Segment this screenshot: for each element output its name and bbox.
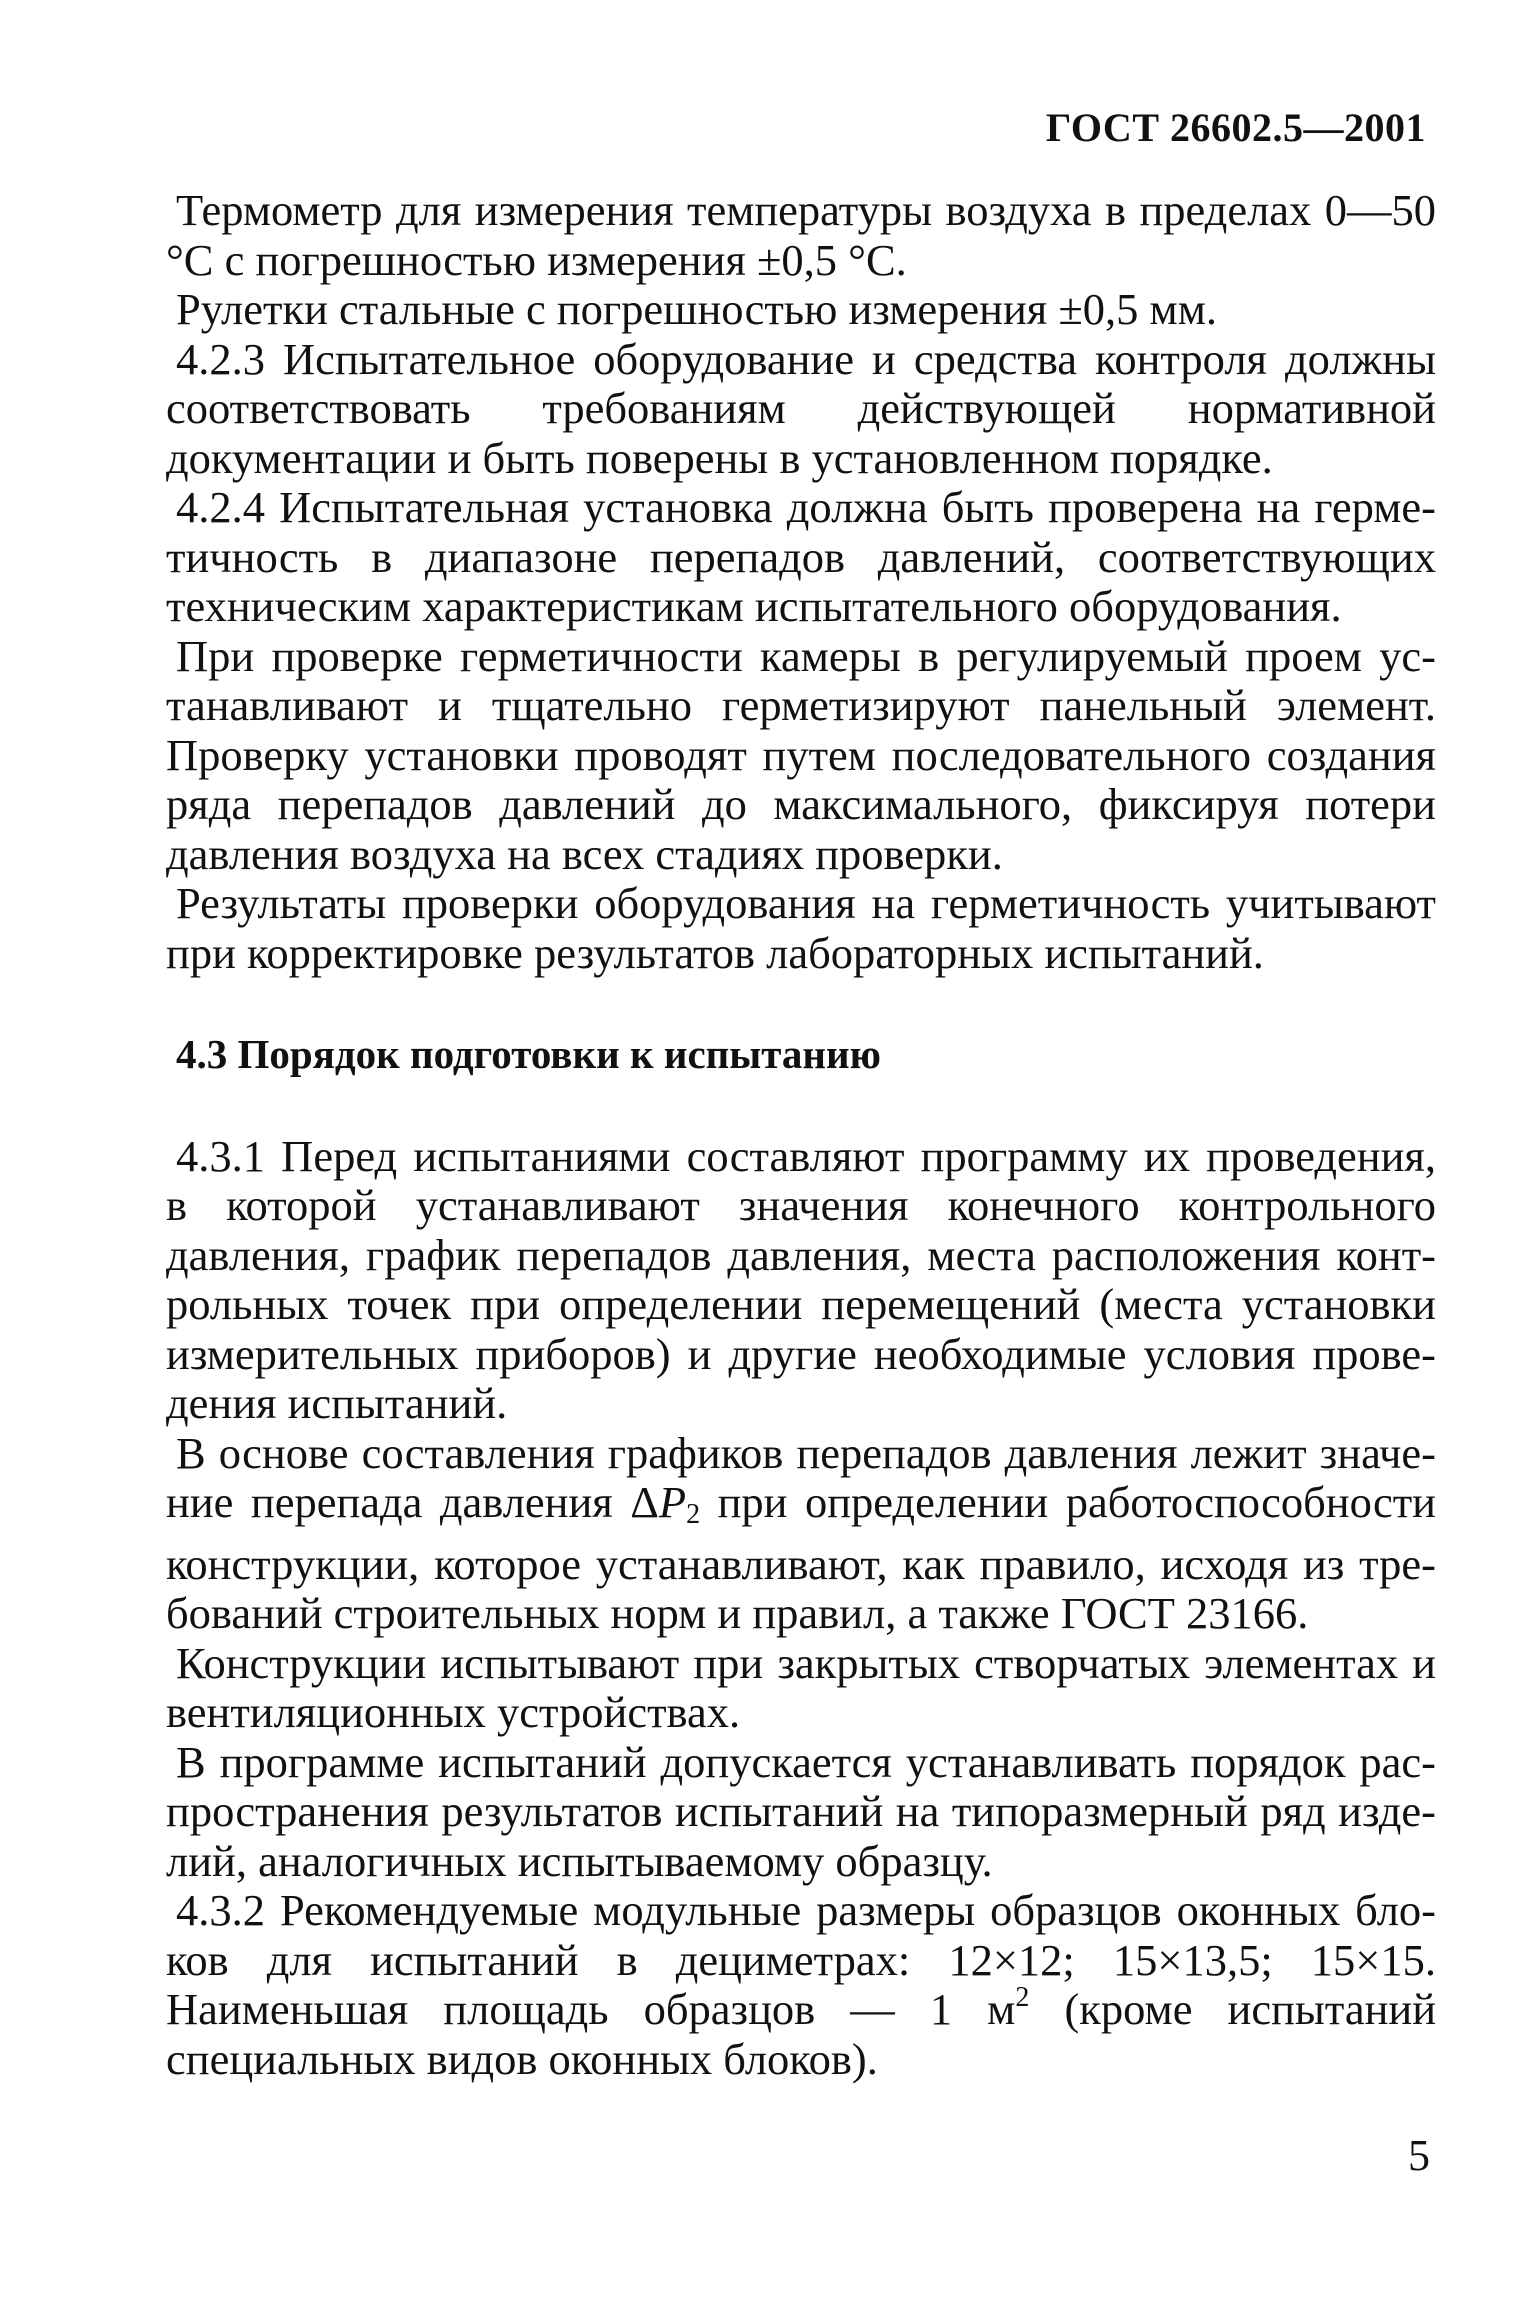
paragraph-check-results: Результаты проверки оборудования на герметичность учитывают при корректировке результатов лабораторных испытаний. (166, 878, 1436, 978)
pressure-symbol: P (658, 1477, 687, 1527)
paragraph-results-extension: В программе испытаний допускается устанавливать порядок распространения результатов испытаний на типоразмерный ряд изделий, аналогичных испытываемому образцу. (166, 1736, 1436, 1886)
paragraph-tape-measures: Рулетки стальные с погрешностью измерения ±0,5 мм. (176, 284, 1217, 334)
paragraph-pressure-graph-start: В основе составления графиков перепадов давления лежит значение перепада давления (166, 1427, 1436, 1527)
pressure-subscript: 2 (686, 1499, 701, 1530)
section-heading-4-3: 4.3 Порядок подготовки к испытанию (176, 1031, 881, 1077)
paragraph-pressure-graph (166, 1429, 1436, 1639)
paragraph-4-2-4: 4.2.4 Испытательная установка должна быть проверена на герметичность в диапазоне перепадов давлений, соответствующих техническим характеристикам испытательного оборудования. (166, 482, 1436, 631)
paragraph-4-3-1: 4.3.1 Перед испытаниями составляют программу их проведения, в которой устанавливают значения конечного контрольного давления, график перепадов давления, места расположения контрольных точек при определении перемещений (места установки измерительных приборов) и другие необходимые условия проведения испытаний. (166, 1130, 1436, 1428)
page-number: 5 (1408, 2131, 1430, 2180)
paragraph-4-3-2-start: 4.3.2 Рекомендуемые модульные размеры образцов оконных блоков для испытаний в дециметрах: 12×12; 15×13,5; 15×15. Наименьшая площадь образцов — 1 м (166, 1885, 1436, 2034)
paragraph-4-3-2-end: (кроме испытаний специальных видов оконных блоков). (166, 1984, 1437, 2084)
delta-symbol: Δ (630, 1477, 659, 1527)
paragraph-thermometer: Термометр для измерения температуры воздуха в пределах 0—50 °С с погрешностью измерения ±0,5 °С. (166, 185, 1436, 285)
delta-p2-formula (630, 1477, 701, 1530)
paragraph-tightness-check: При проверке герметичности камеры в регулируемый проем устанавливают и тщательно герметизируют панельный элемент. Проверку установки проводят путем последовательного создания ряда перепадов давлений до максимального, фиксируя потери давления воздуха на всех стадиях проверки. (166, 630, 1436, 879)
square-superscript: 2 (1015, 1982, 1030, 2013)
standard-header: ГОСТ 26602.5—2001 (1045, 105, 1426, 150)
body-text (166, 186, 1436, 2084)
paragraph-4-2-3: 4.2.3 Испытательное оборудование и средства контроля должны соответствовать требованиям действующей нормативной документации и быть поверены в установленном порядке. (166, 333, 1436, 483)
paragraph-closed-elements: Конструкции испытывают при закрытых створчатых элементах и вентиляционных устройствах. (166, 1637, 1436, 1737)
paragraph-pressure-graph-end: при определении работоспособности конструкции, которое устанавливают, как правило, исходя из требований строительных норм и правил, а также ГОСТ 23166. (166, 1477, 1436, 1638)
paragraph-4-3-2 (166, 1886, 1436, 2084)
